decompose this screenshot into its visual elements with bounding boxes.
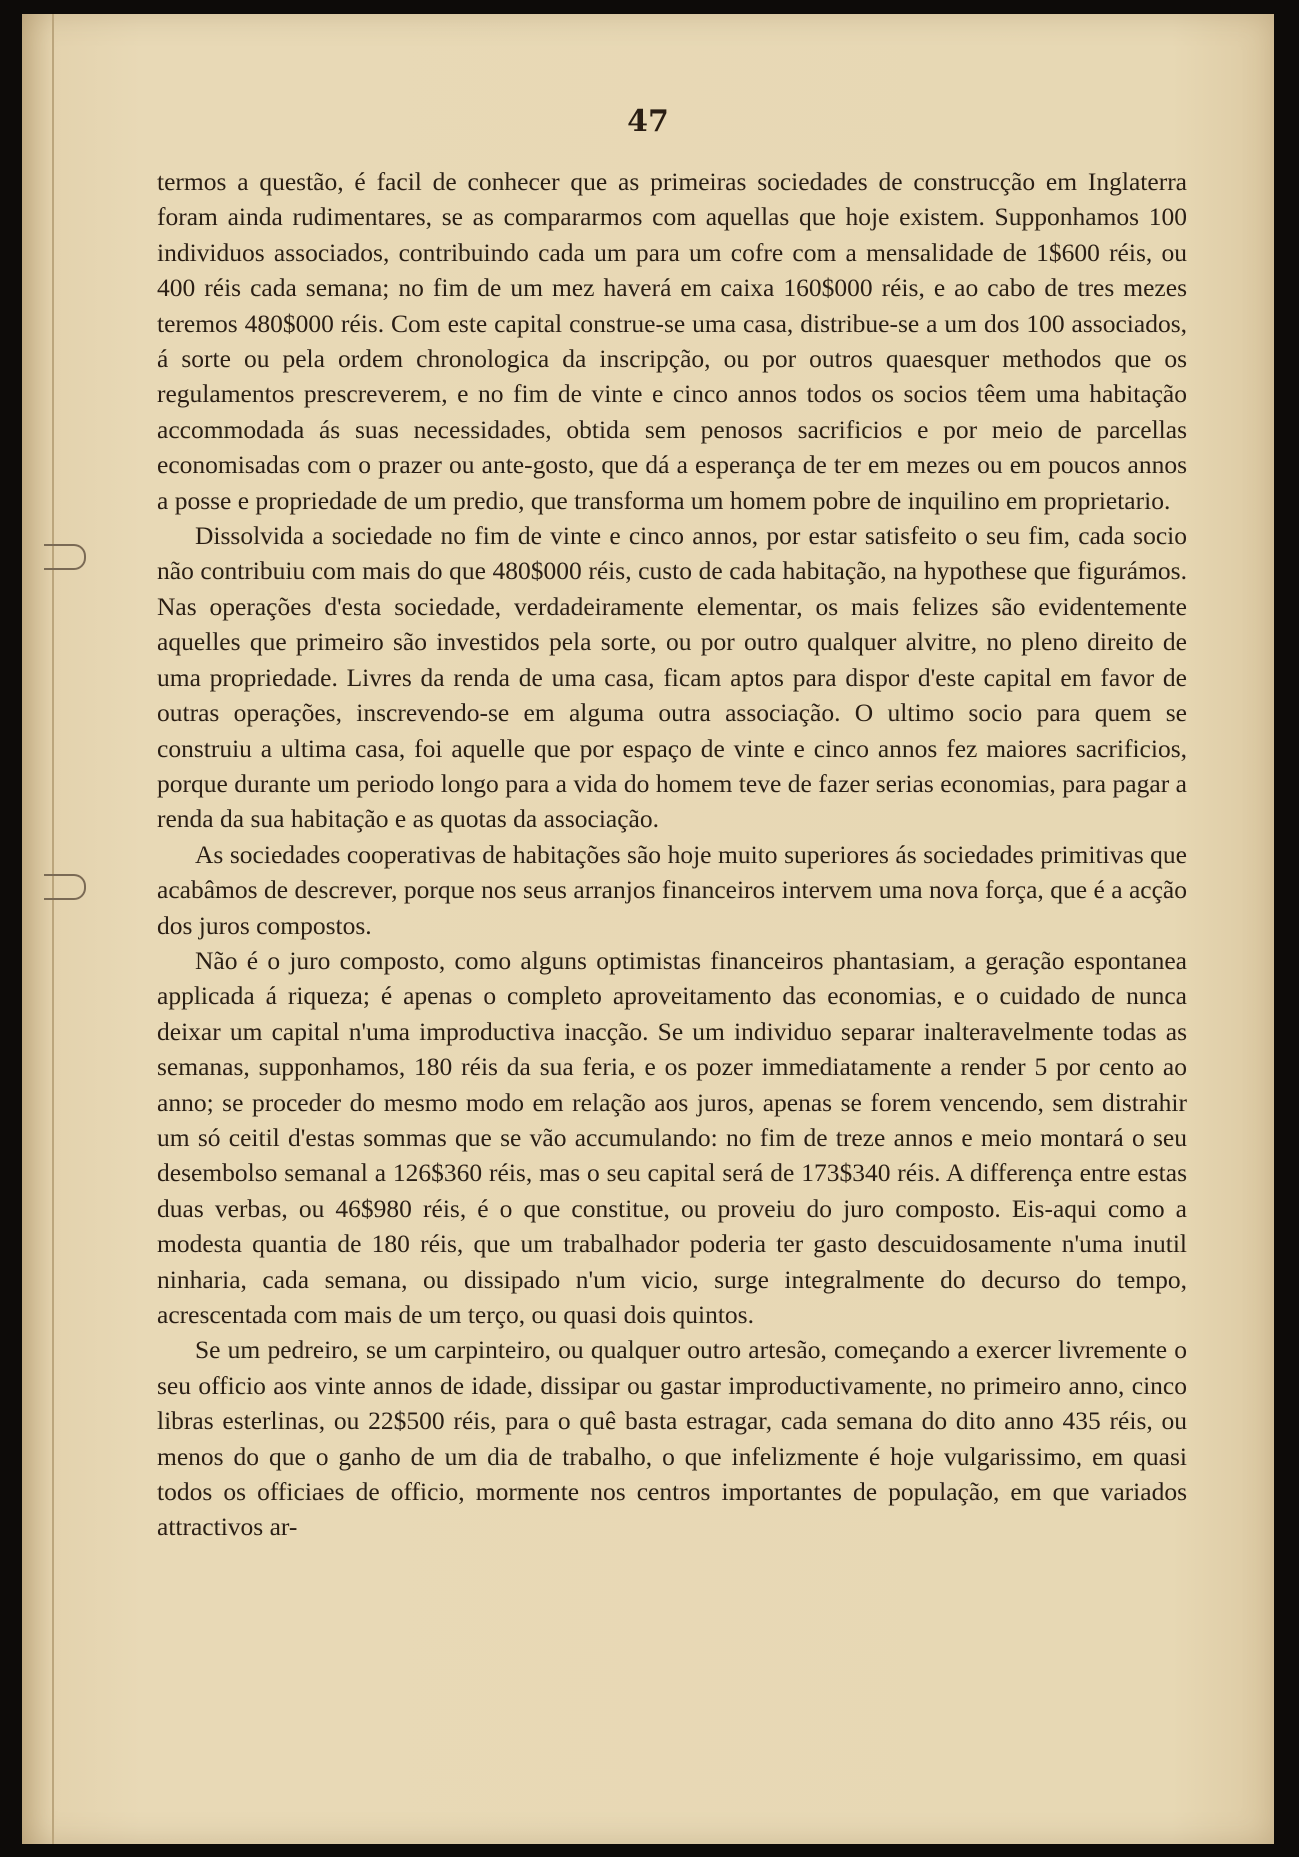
paragraph: Dissolvida a sociedade no fim de vinte e cinco annos, por estar satisfeito o seu fim, cada socio não contribuiu com mais do que 480$000 réis, custo de cada habitação, na hypothese que figurámos. Nas operações d'esta sociedade, verdadeiramente elementar, os mais felizes são evidentemente aquelles que primeiro são investidos pela sorte, ou por outro qualquer alvitre, no pleno direito de uma propriedade. Livres da renda de uma casa, ficam aptos para dispor d'este capital em favor de outras operações, inscrevendo-se em alguma outra associação. O ultimo socio para quem se construiu a ultima casa, foi aquelle que por espaço de vinte e cinco annos fez maiores sacrificios, porque durante um periodo longo para a vida do homem teve de fazer serias economias, para pagar a renda da sua habitação e as quotas da associação. bbox=[157, 521, 1187, 834]
page-gutter bbox=[52, 14, 54, 1844]
paragraph: Não é o juro composto, como alguns optimistas financeiros phantasiam, a geração espontanea applicada á riqueza; é apenas o completo aproveitamento das economias, e o cuidado de nunca deixar um capital n'uma improductiva inacção. Se um individuo separar inalteravelmente todas as semanas, supponhamos, 180 réis da sua feria, e os pozer immediatamente a render 5 por cento ao anno; se proceder do mesmo modo em relação aos juros, apenas se forem vencendo, sem distrahir um só ceitil d'estas sommas que se vão accumulando: no fim de treze annos e meio montará o seu desembolso semanal a 126$360 réis, mas o seu capital será de 173$340 réis. A differença entre estas duas verbas, ou 46$980 réis, é o que constitue, ou proveiu do juro composto. Eis-aqui como a modesta quantia de 180 réis, que um trabalhador poderia ter gasto descuidosamente n'uma inutil ninharia, cada semana, ou dissipado n'um vicio, surge integralmente do decurso do tempo, acrescentada com mais de um terço, ou quasi dois quintos. bbox=[157, 945, 1187, 1329]
binding-clip bbox=[44, 874, 86, 900]
paragraph: As sociedades cooperativas de habitações são hoje muito superiores ás sociedades primitivas que acabâmos de descrever, porque nos seus arranjos financeiros intervem uma nova força, que é a acção dos juros compostos. bbox=[157, 839, 1187, 940]
book-page bbox=[22, 14, 1274, 1844]
body-text bbox=[157, 164, 1187, 1545]
paragraph: Se um pedreiro, se um carpinteiro, ou qualquer outro artesão, começando a exercer livremente o seu officio aos vinte annos de idade, dissipar ou gastar improductivamente, no primeiro anno, cinco libras esterlinas, ou 22$500 réis, para o quê basta estragar, cada semana do dito anno 435 réis, ou menos do que o ganho de um dia de trabalho, o que infelizmente é hoje vulgarissimo, em quasi todos os officiaes de officio, mormente nos centros importantes de população, em que variados attractivos ar- bbox=[157, 1335, 1187, 1542]
page-number: 47 bbox=[627, 104, 669, 139]
paragraph: termos a questão, é facil de conhecer que as primeiras sociedades de construcção em Inglaterra foram ainda rudimentares, se as compararmos com aquellas que hoje existem. Supponhamos 100 individuos associados, contribuindo cada um para um cofre com a mensalidade de 1$600 réis, ou 400 réis cada semana; no fim de um mez haverá em caixa 160$000 réis, e ao cabo de tres mezes teremos 480$000 réis. Com este capital construe-se uma casa, distribue-se a um dos 100 associados, á sorte ou pela ordem chronologica da inscripção, ou por outros quaesquer methodos que os regulamentos prescreverem, e no fim de vinte e cinco annos todos os socios têem uma habitação accommodada ás suas necessidades, obtida sem penosos sacrificios e por meio de parcellas economisadas com o prazer ou ante-gosto, que dá a esperança de ter em mezes ou em poucos annos a posse e propriedade de um predio, que transforma um homem pobre de inquilino em proprietario. bbox=[157, 167, 1187, 515]
binding-clip bbox=[44, 544, 86, 570]
